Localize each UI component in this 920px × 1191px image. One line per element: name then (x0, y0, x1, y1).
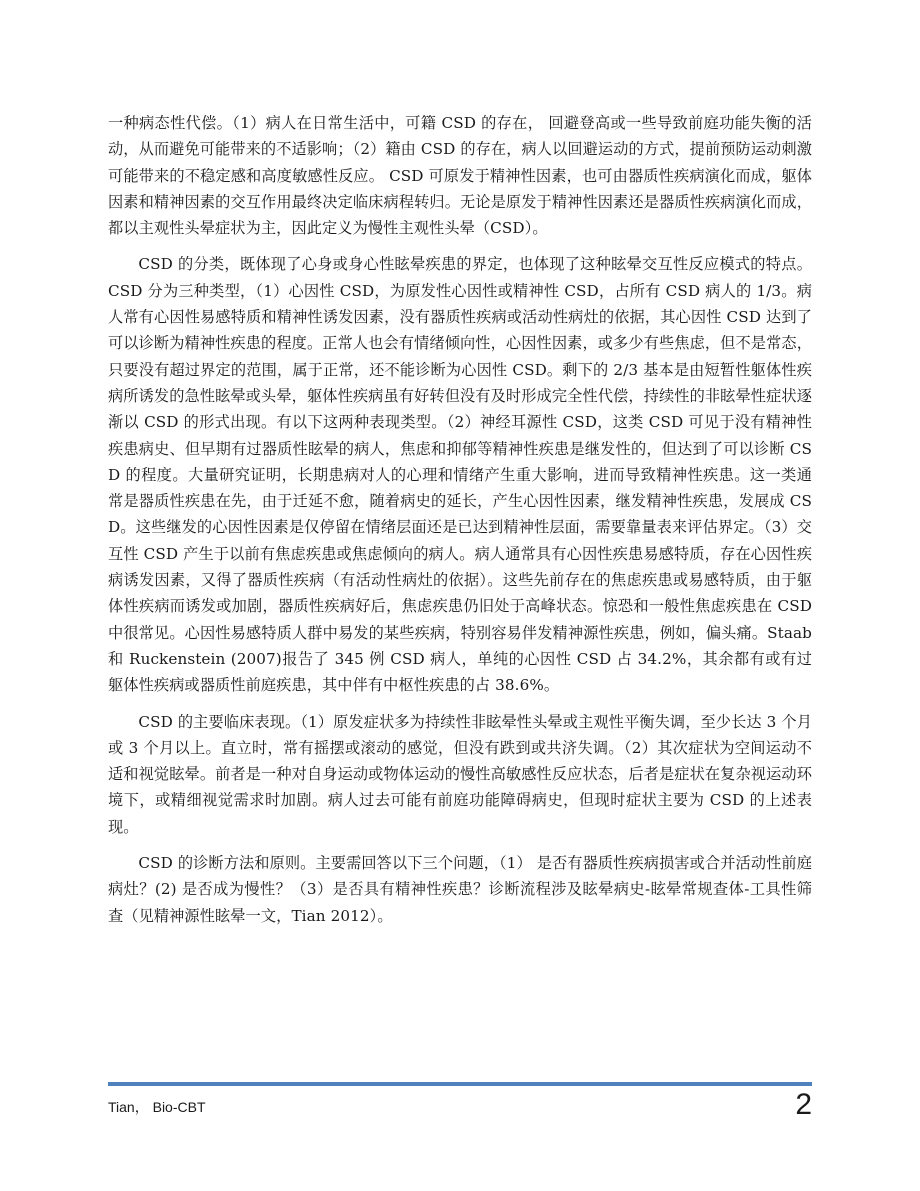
paragraph-4: CSD 的诊断方法和原则。主要需回答以下三个问题，（1） 是否有器质性疾病损害或合并活动性前庭病灶？(2) 是否成为慢性？（3）是否具有精神性疾患？诊断流程涉及眩晕病史-眩晕常规查体-工具性筛查（见精神源性眩晕一文，Tian 2012）。 (108, 854, 812, 925)
paragraph-1: 一种病态性代偿。（1）病人在日常生活中，可籍 CSD 的存在， 回避登高或一些导致前庭功能失衡的活动，从而避免可能带来的不适影响；（2）籍由 CSD 的存在，病人以回避运动的方式，提前预防运动刺激可能带来的不稳定感和高度敏感性反应。 CSD 可原发于精神性因素，也可由器质性疾病演化而成，躯体因素和精神因素的交互作用最终决定临床病程转归。无论是原发于精神性因素还是器质性疾病演化而成，都以主观性头晕症状为主，因此定义为慢性主观性头晕（CSD）。 (108, 114, 812, 238)
paragraph-3: CSD 的主要临床表现。（1）原发症状多为持续性非眩晕性头晕或主观性平衡失调，至少长达 3 个月或 3 个月以上。直立时，常有摇摆或滚动的感觉，但没有跌到或共济失调。（2）其次症状为空间运动不适和视觉眩晕。前者是一种对自身运动或物体运动的慢性高敏感性反应状态，后者是症状在复杂视运动环境下，或精细视觉需求时加剧。病人过去可能有前庭功能障碍病史，但现时症状主要为 CSD 的上述表现。 (108, 712, 812, 836)
page-body (108, 110, 812, 939)
footer-divider (108, 1082, 812, 1086)
page-number: 2 (795, 1088, 812, 1121)
paragraph-2: CSD 的分类，既体现了心身或身心性眩晕疾患的界定，也体现了这种眩晕交互性反应模式的特点。CSD 分为三种类型，（1）心因性 CSD，为原发性心因性或精神性 CSD，占所有 CSD 病人的 1/3。病人常有心因性易感特质和精神性诱发因素，没有器质性疾病或活动性病灶的依据，其心因性 CSD 达到了可以诊断为精神性疾患的程度。正常人也会有情绪倾向性，心因性因素，或多少有些焦虑，但不是常态，只要没有超过界定的范围，属于正常，还不能诊断为心因性 CSD。剩下的 2/3 基本是由短暂性躯体性疾病所诱发的急性眩晕或头晕，躯体性疾病虽有好转但没有及时形成完全性代偿，持续性的非眩晕性症状逐渐以 CSD 的形式出现。有以下这两种表现类型。（2）神经耳源性 CSD，这类 CSD 可见于没有精神性疾患病史、但早期有过器质性眩晕的病人，焦虑和抑郁等精神性疾患是继发性的，但达到了可以诊断 CSD 的程度。大量研究证明，长期患病对人的心理和情绪产生重大影响，进而导致精神性疾患。这一类通常是器质性疾患在先，由于迁延不愈，随着病史的延长，产生心因性因素，继发精神性疾患，发展成 CSD。这些继发的心因性因素是仅停留在情绪层面还是已达到精神性层面，需要靠量表来评估界定。（3）交互性 CSD 产生于以前有焦虑疾患或焦虑倾向的病人。病人通常具有心因性疾患易感特质，存在心因性疾病诱发因素，又得了器质性疾病（有活动性病灶的依据）。这些先前存在的焦虑疾患或易感特质，由于躯体性疾病而诱发或加剧，器质性疾病好后，焦虑疾患仍旧处于高峰状态。惊恐和一般性焦虑疾患在 CSD 中很常见。心因性易感特质人群中易发的某些疾病，特别容易伴发精神源性疾患，例如，偏头痛。Staab 和 Ruckenstein (2007)报告了 345 例 CSD 病人，单纯的心因性 CSD 占 34.2%，其余都有或有过躯体性疾病或器质性前庭疾患，其中伴有中枢性疾患的占 38.6%。 (108, 255, 812, 695)
footer-author: Tian， Bio-CBT (108, 1099, 206, 1115)
